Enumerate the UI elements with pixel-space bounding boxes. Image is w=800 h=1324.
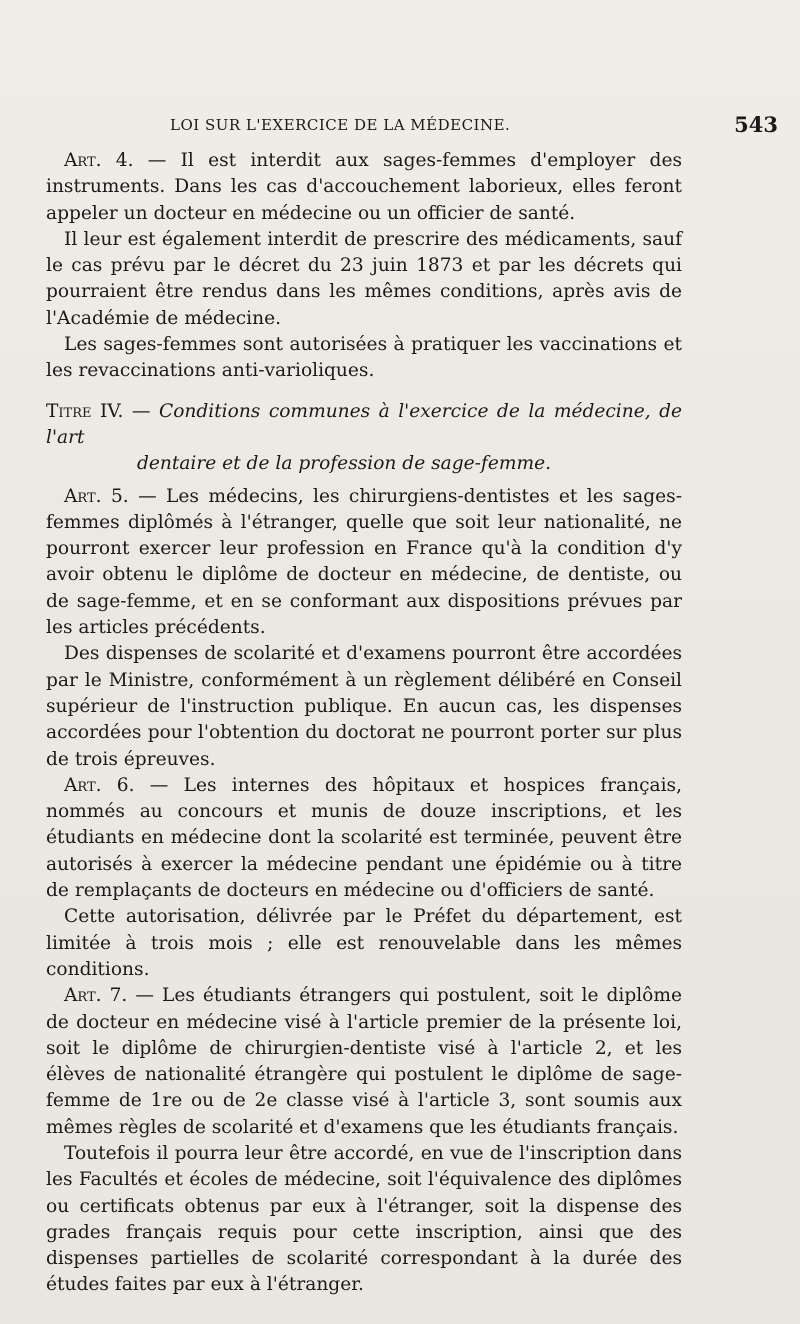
article-label: Art. 6. (64, 774, 135, 796)
article-label: Art. 5. (64, 485, 129, 507)
paragraph-text: — Les médecins, les chirurgiens-dentistes et les sages-femmes diplômés à l'étranger, quelle que soit leur nationalité, ne pourront exercer leur profession en France qu'à la condition d'y avoir obtenu le diplôme de docteur en médecine, de dentiste, ou de sage-femme, et en se conformant aux dispositions prévues par les articles précédents. (46, 485, 682, 639)
page-header (46, 112, 778, 142)
article-label: Art. 7. (64, 985, 128, 1007)
paragraph-text: — Les étudiants étrangers qui postulent, soit le diplôme de docteur en médecine visé à l'article premier de la présente loi, soit le diplôme de chirurgien-dentiste visé à l'article 2, et les élèves de nationalité étrangère qui postulent le diplôme de sage-femme de 1re ou de 2e classe visé à l'article 3, sont soumis aux mêmes règles de scolarité et d'examens que les étudiants français. (46, 985, 682, 1138)
article-label: Art. 4. (64, 150, 134, 171)
title-dash: — (123, 400, 159, 422)
art7-paragraph-1 (46, 983, 682, 1141)
title-text-2: dentaire et de la profession de sage-femme. (136, 453, 551, 475)
page-number: 543 (734, 112, 778, 137)
title-text-1: Conditions communes à l'exercice de la médecine, de l'art (46, 400, 683, 448)
title-label: Titre IV. (46, 400, 124, 422)
art6-paragraph-1 (46, 773, 682, 904)
paragraph-text: — Il est interdit aux sages-femmes d'employer des instruments. Dans les cas d'accouchement laborieux, elles feront appeler un docteur en médecine ou un officier de santé. (46, 150, 682, 224)
art6-paragraph-2: Cette autorisation, délivrée par le Préfet du département, est limitée à trois mois ; elle est renouvelable dans les mêmes conditions. (46, 906, 682, 980)
section-title (46, 399, 682, 478)
art5-paragraph-2: Des dispenses de scolarité et d'examens pourront être accordées par le Ministre, conformément à un règlement délibéré en Conseil supérieur de l'instruction publique. En aucun cas, les dispenses accordées pour l'obtention du doctorat ne pourront porter sur plus de trois épreuves. (46, 643, 682, 770)
art4-paragraph-3: Les sages-femmes sont autorisées à pratiquer les vaccinations et les revaccinations anti-varioliques. (46, 334, 682, 382)
title-line-2 (46, 451, 682, 477)
art5-paragraph-1 (46, 484, 682, 642)
art7-paragraph-2: Toutefois il pourra leur être accordé, en vue de l'inscription dans les Facultés et écoles de médecine, soit l'équivalence des diplômes ou certificats obtenus par eux à l'étranger, soit la dispense des grades français requis pour cette inscription, ainsi que des dispenses partielles de scolarité correspondant à la durée des études faites par eux à l'étranger. (46, 1142, 682, 1296)
paragraph-text: — Les internes des hôpitaux et hospices français, nommés au concours et munis de douze inscriptions, et les étudiants en médecine dont la scolarité est terminée, peuvent être autorisés à exercer la médecine pendant une épidémie ou à titre de remplaçants de docteurs en médecine ou d'officiers de santé. (46, 774, 682, 902)
running-title: LOI SUR L'EXERCICE DE LA MÉDECINE. (170, 116, 511, 134)
title-line-1 (46, 399, 682, 452)
art4-paragraph-1 (46, 148, 682, 227)
body-text (46, 148, 682, 1299)
art4-paragraph-2: Il leur est également interdit de prescrire des médicaments, sauf le cas prévu par le décret du 23 juin 1873 et par les décrets qui pourraient être rendus dans les mêmes conditions, après avis de l'Académie de médecine. (46, 228, 682, 329)
